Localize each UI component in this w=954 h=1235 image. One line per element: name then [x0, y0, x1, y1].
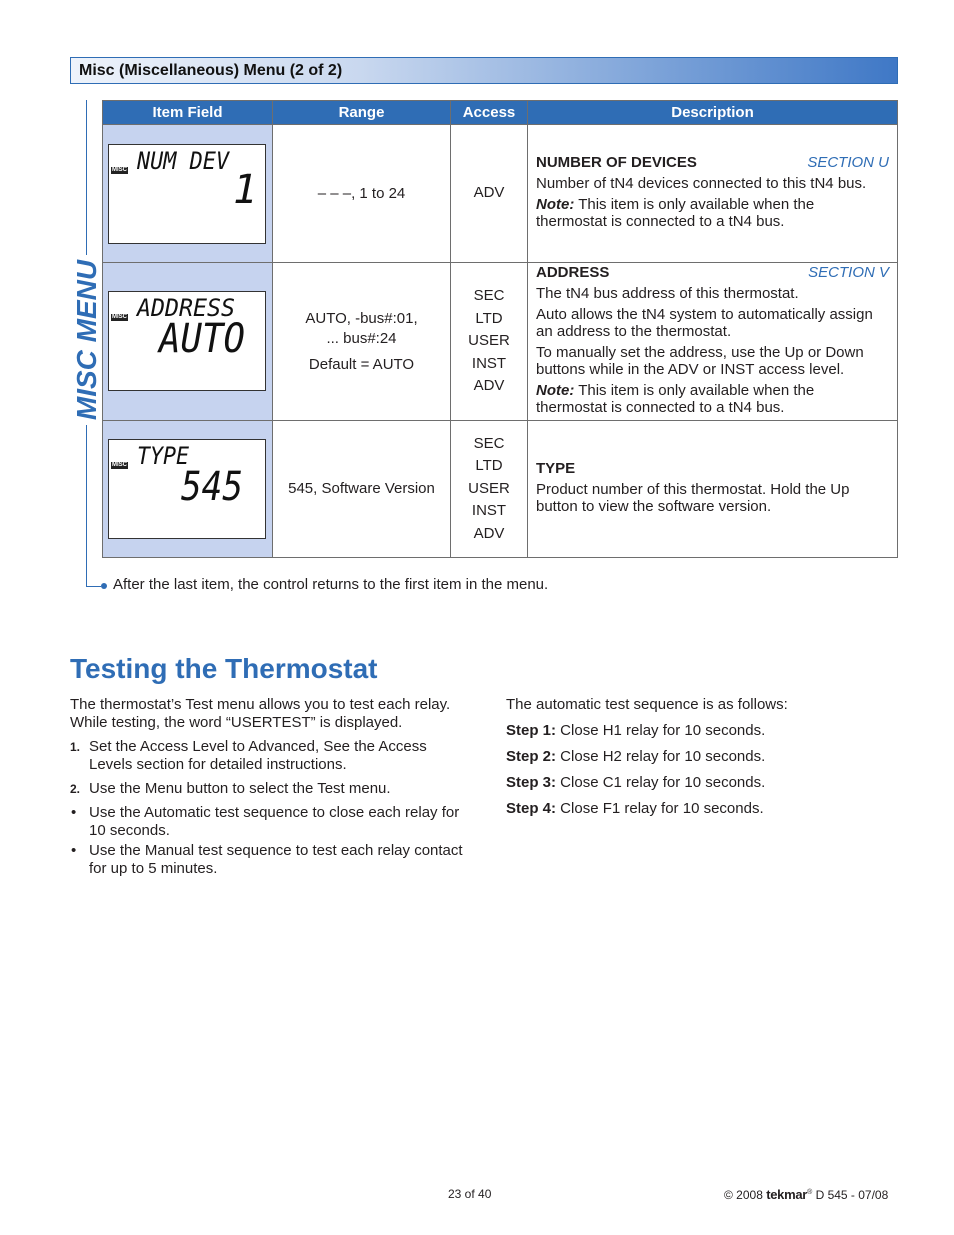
list-item-text: Set the Access Level to Advanced, See the Access Levels section for detailed instructions.: [89, 738, 427, 773]
access-level: LTD: [475, 309, 503, 327]
step-text: Close H2 relay for 10 seconds.: [556, 748, 766, 765]
section-reference-link[interactable]: SECTION U: [807, 153, 889, 171]
step-text: Close H1 relay for 10 seconds.: [556, 722, 766, 739]
table-header-row: [103, 101, 898, 125]
access-level: ADV: [473, 377, 505, 395]
list-item: [70, 804, 466, 840]
description-cell: [528, 125, 898, 263]
note-text: This item is only available when the thermostat is connected to a tN4 bus.: [536, 381, 815, 416]
access-cell: [451, 263, 528, 421]
description-text: The tN4 bus address of this thermostat.: [536, 284, 799, 302]
footer-copyright: [724, 1187, 888, 1202]
lcd-segment-text: [109, 145, 267, 245]
page-number: 23 of 40: [448, 1187, 492, 1201]
range-line: – – –, 1 to 24: [317, 184, 406, 202]
lcd-segment-text: [109, 440, 267, 540]
access-level: USER: [468, 479, 510, 497]
copyright-text: © 2008: [724, 1188, 767, 1202]
range-line: 545, Software Version: [288, 480, 435, 497]
brand-logo: tekmar: [766, 1187, 808, 1202]
sequence-step: [506, 800, 898, 818]
item-field-cell: [103, 263, 273, 421]
header-range: Range: [273, 101, 451, 125]
table-row: [103, 263, 898, 421]
description-title: TYPE: [536, 459, 576, 477]
side-rail-foot: [86, 586, 101, 587]
table-row: [103, 421, 898, 558]
description-text: Product number of this thermostat. Hold the Up button to view the software version.: [536, 480, 850, 515]
description-text: Auto allows the tN4 system to automatically assign an address to the thermostat.: [536, 305, 873, 340]
lcd-display: [108, 439, 266, 539]
section-header-bar: [70, 57, 898, 84]
description-text: Number of tN4 devices connected to this tN4 bus.: [536, 174, 867, 192]
list-item-text: Use the Menu button to select the Test menu.: [89, 780, 391, 797]
lcd-misc-tag: MISC: [112, 167, 127, 173]
range-default: Default = AUTO: [308, 355, 415, 373]
after-last-item-note: After the last item, the control returns to the first item in the menu.: [113, 576, 549, 593]
page-title: Testing the Thermostat: [70, 653, 378, 684]
list-item: [70, 738, 466, 774]
lcd-line2: AUTO: [156, 316, 245, 362]
lcd-display: [108, 144, 266, 244]
access-cell: [451, 125, 528, 263]
lcd-line1: ADDRESS: [135, 294, 235, 322]
range-cell: [273, 263, 451, 421]
side-title: MISC MENU: [71, 259, 102, 421]
list-item-text: Use the Automatic test sequence to close each relay for 10 seconds.: [89, 804, 460, 839]
header-item-field: Item Field: [103, 101, 273, 125]
access-level: SEC: [473, 434, 505, 452]
registered-mark: ®: [807, 1189, 813, 1196]
list-item: [70, 780, 466, 798]
description-note: [536, 196, 889, 230]
list-item-text: Use the Manual test sequence to test each relay contact for up to 5 minutes.: [89, 842, 463, 877]
description-text: To manually set the address, use the Up or Down buttons while in the ADV or INST access level.: [536, 343, 864, 378]
lcd-misc-tag: MISC: [112, 462, 127, 468]
note-label: Note:: [536, 195, 575, 213]
list-marker: 2.: [70, 782, 81, 796]
access-level: LTD: [475, 457, 503, 475]
table-row: [103, 125, 898, 263]
lcd-misc-tag: MISC: [112, 314, 127, 320]
lcd-segment-text: [109, 292, 267, 392]
note-label: Note:: [536, 381, 575, 399]
section-reference-link[interactable]: SECTION V: [808, 263, 889, 281]
bullet-marker: •: [71, 842, 77, 859]
access-level: INST: [471, 354, 507, 372]
step-label: Step 4:: [506, 800, 557, 817]
item-field-cell: [103, 421, 273, 558]
note-text: This item is only available when the thermostat is connected to a tN4 bus.: [536, 195, 815, 230]
step-text: Close F1 relay for 10 seconds.: [556, 800, 764, 817]
sequence-step: [506, 722, 898, 740]
description-title: NUMBER OF DEVICES: [536, 153, 697, 171]
side-rail-dot: [101, 583, 107, 589]
sequence-step: [506, 774, 898, 792]
access-level: ADV: [473, 524, 505, 542]
access-level: INST: [471, 502, 507, 520]
step-label: Step 1:: [506, 722, 557, 739]
step-text: Close C1 relay for 10 seconds.: [556, 774, 766, 791]
range-cell: [273, 421, 451, 558]
document-code: D 545 - 07/08: [812, 1188, 889, 1202]
lcd-display: [108, 291, 266, 391]
testing-left-column: [70, 696, 466, 884]
access-level: SEC: [473, 287, 505, 305]
testing-right-column: [506, 696, 898, 826]
lcd-line1: TYPE: [137, 442, 190, 470]
bullet-marker: •: [71, 804, 77, 821]
lcd-line2: 545: [181, 464, 243, 510]
item-field-cell: [103, 125, 273, 263]
section-header-title: Misc (Miscellaneous) Menu (2 of 2): [79, 62, 343, 79]
range-cell: [273, 125, 451, 263]
access-level: ADV: [473, 184, 505, 202]
sequence-step: [506, 748, 898, 766]
misc-menu-table: [102, 100, 898, 558]
description-cell: [528, 263, 898, 421]
header-description: Description: [528, 101, 898, 125]
sequence-intro: The automatic test sequence is as follows:: [506, 696, 788, 713]
step-label: Step 3:: [506, 774, 557, 791]
access-level: USER: [468, 332, 510, 350]
description-note: [536, 382, 889, 416]
lcd-line2: 1: [233, 167, 258, 213]
header-access: Access: [451, 101, 528, 125]
list-item: [70, 842, 466, 878]
testing-intro: The thermostat’s Test menu allows you to test each relay. While testing, the word “USERTEST” is displayed.: [70, 696, 451, 731]
range-line: ... bus#:24: [326, 329, 397, 347]
description-title: ADDRESS: [536, 263, 610, 281]
access-cell: [451, 421, 528, 558]
list-marker: 1.: [70, 740, 81, 754]
step-label: Step 2:: [506, 748, 557, 765]
description-cell: [528, 421, 898, 558]
lcd-line1: NUM DEV: [136, 147, 231, 175]
range-line: AUTO, -bus#:01,: [305, 309, 418, 327]
